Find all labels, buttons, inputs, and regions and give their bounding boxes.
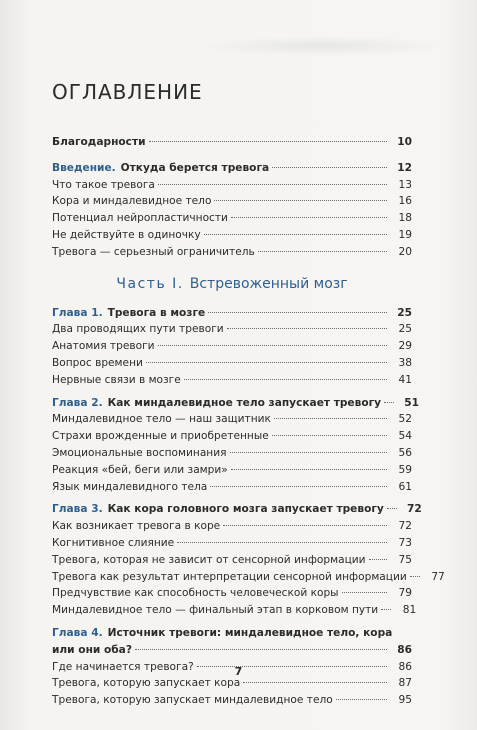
entry-page: 10 <box>397 136 412 148</box>
entry-page: 20 <box>398 245 412 258</box>
part-heading <box>52 275 412 293</box>
dot-leader <box>369 559 387 560</box>
entry-label: Анатомия тревоги <box>52 340 155 353</box>
entry-label: Предчувствие как способность человеческой коры <box>52 587 339 600</box>
toc-chapter-1[interactable] <box>52 305 412 322</box>
dot-leader <box>410 576 420 577</box>
entry-label: Реакция «бей, беги или замри» <box>52 463 228 476</box>
chapter-prefix: Глава 4. <box>52 626 103 639</box>
dot-leader <box>227 328 387 329</box>
entry-page: 25 <box>398 323 412 336</box>
dot-leader <box>258 251 387 252</box>
entry-page: 16 <box>398 195 412 208</box>
toc-entry[interactable] <box>52 585 412 602</box>
toc-entry[interactable] <box>52 210 412 227</box>
dot-leader <box>204 234 387 235</box>
chapter-label: Как миндалевидное тело запускает тревогу <box>107 396 382 409</box>
entry-label: Вопрос времени <box>52 356 143 369</box>
dot-leader <box>214 200 387 201</box>
dot-leader <box>272 435 387 436</box>
toc-entry[interactable] <box>52 552 412 569</box>
toc-entry[interactable] <box>52 569 445 586</box>
entry-page: 72 <box>398 520 412 533</box>
dot-leader <box>381 609 391 610</box>
dot-leader <box>135 649 387 650</box>
dot-leader <box>342 592 387 593</box>
intro-prefix: Введение. <box>52 161 116 174</box>
entry-label: Два проводящих пути тревоги <box>52 323 224 336</box>
entry-label: Страхи врожденные и приобретенные <box>52 430 269 443</box>
dot-leader <box>158 184 387 185</box>
page-title: ОГЛАВЛЕНИЕ <box>52 80 203 104</box>
entry-page: 56 <box>398 446 412 459</box>
entry-page: 52 <box>398 413 412 426</box>
toc-entry[interactable] <box>52 227 412 244</box>
entry-page: 12 <box>397 161 412 174</box>
bleed-through <box>190 36 450 56</box>
dot-leader <box>272 167 387 168</box>
entry-page: 79 <box>398 587 412 600</box>
toc-entry[interactable] <box>52 518 412 535</box>
toc-entry[interactable] <box>52 244 412 261</box>
dot-leader <box>210 486 387 487</box>
dot-leader <box>231 217 387 218</box>
entry-page: 25 <box>397 306 412 319</box>
entry-label: Кора и миндалевидное тело <box>52 195 212 208</box>
dot-leader <box>384 402 394 403</box>
dot-leader <box>336 699 387 700</box>
chapter-prefix: Глава 3. <box>52 503 103 516</box>
entry-page: 29 <box>398 340 412 353</box>
entry-label: Благодарности <box>52 136 146 148</box>
entry-label: Где начинается тревога? <box>52 660 194 673</box>
entry-label: Тревога как результат интерпретации сенсорной информации <box>52 570 407 583</box>
toc-chapter-4[interactable] <box>52 625 412 659</box>
entry-page: 86 <box>398 660 412 673</box>
entry-page: 13 <box>398 178 412 191</box>
toc-chapter-3[interactable] <box>52 501 422 518</box>
dot-leader <box>387 508 397 509</box>
entry-label: Язык миндалевидного тела <box>52 480 208 493</box>
dot-leader <box>158 345 387 346</box>
entry-label: Миндалевидное тело — финальный этап в корковом пути <box>52 604 379 617</box>
entry-label: Что такое тревога <box>52 178 155 191</box>
entry-label: Нервные связи в мозге <box>52 373 181 386</box>
toc-entry-introduction[interactable] <box>52 160 412 177</box>
chapter-label-line1: Источник тревоги: миндалевидное тело, кора <box>107 626 393 639</box>
entry-page: 95 <box>398 694 412 707</box>
page-number: 7 <box>234 665 243 678</box>
entry-page: 72 <box>407 503 422 516</box>
entry-page: 38 <box>398 356 412 369</box>
toc-chapter-2[interactable] <box>52 395 420 412</box>
entry-label: Тревога, которую запускает миндалевидное тело <box>52 694 333 707</box>
chapter-prefix: Глава 2. <box>52 396 103 409</box>
toc-entry[interactable] <box>52 479 412 496</box>
chapter-label-line2: или они оба? <box>52 643 132 656</box>
entry-label: Когнитивное слияние <box>52 536 175 549</box>
dot-leader <box>223 525 387 526</box>
entry-label: Миндалевидное тело — наш защитник <box>52 413 271 426</box>
dot-leader <box>146 362 387 363</box>
entry-page: 41 <box>398 373 412 386</box>
entry-label: Тревога, которую запускает кора <box>52 677 241 690</box>
toc-entry-acknowledgements[interactable] <box>52 134 412 151</box>
entry-page: 54 <box>398 430 412 443</box>
entry-page: 77 <box>431 570 445 583</box>
toc-entry[interactable] <box>52 445 412 462</box>
dot-leader <box>274 418 387 419</box>
toc-entry[interactable] <box>52 193 412 210</box>
dot-leader <box>231 469 387 470</box>
entry-page: 86 <box>397 643 412 656</box>
chapter-prefix: Глава 1. <box>52 306 103 319</box>
entry-page: 87 <box>398 677 412 690</box>
entry-label: Не действуйте в одиночку <box>52 228 201 241</box>
dot-leader <box>230 452 388 453</box>
toc-entry[interactable] <box>52 692 412 709</box>
entry-page: 51 <box>404 396 420 409</box>
entry-page: 61 <box>398 480 412 493</box>
dot-leader <box>208 312 387 313</box>
entry-label: Тревога, которая не зависит от сенсорной информации <box>52 553 366 566</box>
entry-label: Откуда берется тревога <box>120 161 270 174</box>
toc-entry[interactable] <box>52 321 412 338</box>
toc-entry[interactable] <box>52 355 412 372</box>
part-number: Часть I. <box>116 275 184 292</box>
entry-page: 75 <box>398 553 412 566</box>
chapter-label: Тревога в мозге <box>107 306 206 319</box>
dot-leader <box>243 682 387 683</box>
toc-entry[interactable] <box>52 602 417 619</box>
entry-page: 18 <box>398 212 412 225</box>
toc-entry[interactable] <box>52 177 412 194</box>
entry-label: Потенциал нейропластичности <box>52 212 228 225</box>
chapter-label: Как кора головного мозга запускает тревогу <box>107 503 384 516</box>
entry-page: 59 <box>398 463 412 476</box>
toc-entry[interactable] <box>52 338 412 355</box>
entry-label: Тревога — серьезный ограничитель <box>52 245 255 258</box>
entry-page: 81 <box>402 604 417 617</box>
part-title: Встревоженный мозг <box>189 275 348 292</box>
entry-label: Как возникает тревога в коре <box>52 520 221 533</box>
toc-entry[interactable] <box>52 462 412 479</box>
toc-entry[interactable] <box>52 372 412 389</box>
entry-page: 19 <box>398 228 412 241</box>
dot-leader <box>184 379 387 380</box>
dot-leader <box>149 141 387 142</box>
table-of-contents <box>52 134 445 709</box>
toc-entry[interactable] <box>52 535 412 552</box>
toc-entry[interactable] <box>52 411 412 428</box>
toc-entry[interactable] <box>52 428 412 445</box>
entry-label: Эмоциональные воспоминания <box>52 446 227 459</box>
entry-page: 73 <box>398 536 412 549</box>
dot-leader <box>177 542 387 543</box>
